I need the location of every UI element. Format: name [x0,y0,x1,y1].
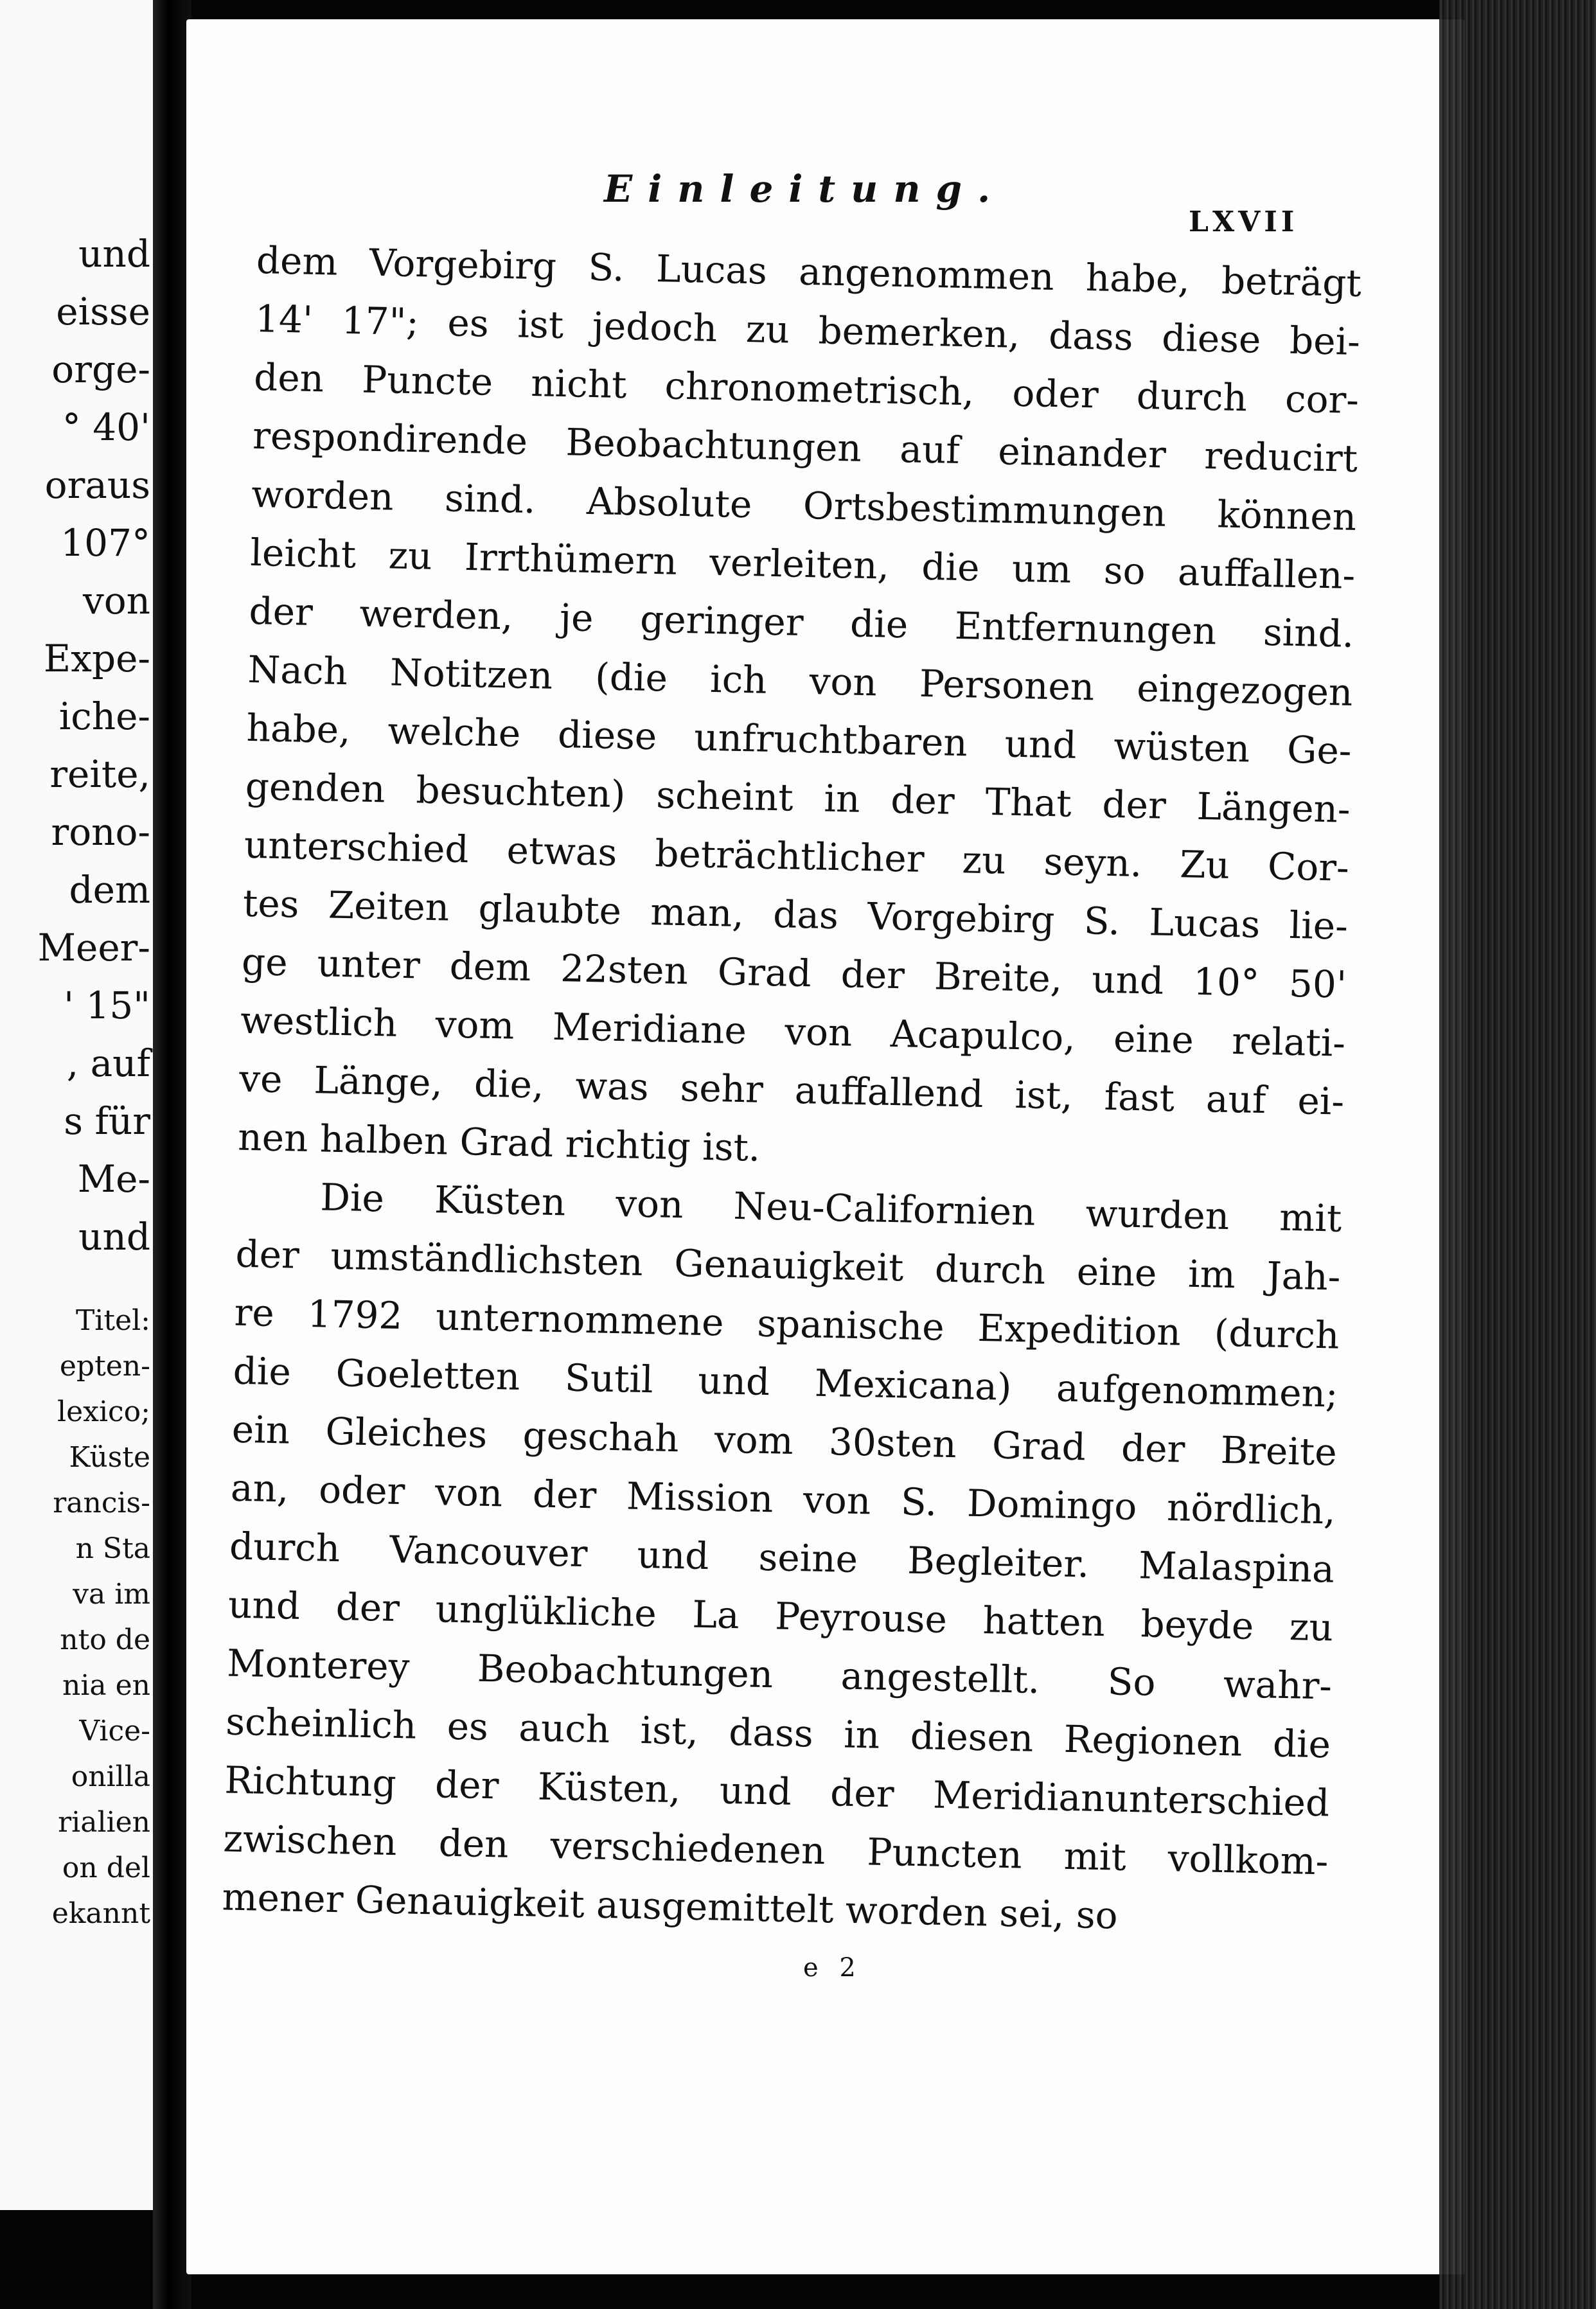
text-line: ge unter dem 22sten Grad der Breite, und 10° 50' [241,939,1347,1007]
left-fragment-line: von [82,579,150,623]
left-page-margin [0,0,153,2210]
left-fragment-line: Meer- [37,926,150,969]
text-line: Richtung der Küsten, und der Meridianunterschied [224,1758,1330,1825]
text-line: an, oder von der Mission von S. Domingo nördlich, [230,1465,1336,1533]
book-fore-edge [1439,0,1596,2309]
text-line: Monterey Beobachtungen angestellt. So wahr- [226,1641,1333,1708]
text-line: scheinlich es auch ist, dass in diesen Regionen die [225,1699,1331,1767]
text-line: respondirende Beobachtungen auf einander reducirt [252,413,1358,481]
text-line: leicht zu Irrthümern verleiten, die um so auffallen- [249,530,1356,597]
text-line: Die Küsten von Neu-Californien wurden mit [319,1175,1342,1241]
left-fragment-line: Me- [77,1157,150,1201]
text-line: habe, welche diese unfruchtbaren und wüsten Ge- [246,705,1352,773]
left-fragment-line: orge- [51,348,150,391]
left-fragment-line: s für [64,1099,150,1143]
text-line: 14' 17"; es ist jedoch zu bemerken, dass diese bei- [254,296,1361,364]
left-footnote-fragment-line: Vice- [79,1715,150,1747]
left-fragment-line: Expe- [43,637,150,680]
left-fragment-line: rono- [51,810,150,854]
text-line: nen halben Grad richtig ist. [237,1115,761,1170]
left-footnote-fragment-line: lexico; [57,1395,150,1428]
page-number: LXVII [1189,206,1299,238]
left-footnote-fragment-line: Küste [69,1441,150,1474]
left-fragment-line: iche- [58,694,150,738]
text-line: mener Genauigkeit ausgemittelt worden sei, so [221,1875,1119,1938]
left-footnote-fragment-line: epten- [59,1350,150,1383]
left-footnote-fragment-line: onilla [71,1760,150,1793]
text-line: ve Länge, die, was sehr auffallend ist, fast auf ei- [238,1056,1345,1124]
left-page-fragments [38,225,150,1936]
left-fragment-line: 107° [60,521,150,565]
left-fragment-line: ' 15" [64,984,150,1027]
book-gutter [153,0,191,2309]
text-line: westlich vom Meridiane von Acapulco, eine relati- [240,998,1346,1065]
left-footnote-fragment-line: nia en [62,1669,150,1702]
running-head: Einleitung. [604,167,1006,211]
text-line: ein Gleiches geschah vom 30sten Grad der Breite [231,1407,1338,1474]
text-line: den Puncte nicht chronometrisch, oder durch cor- [253,355,1360,422]
paragraph-2 [222,1167,1342,1950]
left-footnote-fragment-line: Titel: [75,1304,150,1337]
text-line: tes Zeiten glaubte man, das Vorgebirg S. Lucas lie- [242,881,1349,948]
left-fragment-line: und [78,232,150,276]
left-fragment-line: , auf [66,1041,150,1085]
paragraph-1 [238,231,1362,1190]
text-line: worden sind. Absolute Ortsbestimmungen können [251,472,1357,539]
signature-mark: e 2 [803,1953,862,1983]
left-footnote-fragment-line: rialien [58,1806,150,1839]
text-line: der werden, je geringer die Entfernungen sind. [248,588,1354,656]
text-line: Nach Notitzen (die ich von Personen eingezogen [247,647,1354,714]
left-fragment-line: eisse [56,290,150,333]
left-fragment-line: ° 40' [62,405,150,449]
left-fragment-line: oraus [44,463,150,507]
left-fragment-gap [38,1266,150,1298]
text-line: und der unglükliche La Peyrouse hatten beyde zu [227,1582,1334,1650]
text-line: zwischen den verschiedenen Puncten mit vollkom- [222,1816,1329,1884]
left-footnote-fragment-line: on del [62,1852,150,1884]
text-line: die Goeletten Sutil und Mexicana) aufgenommen; [233,1349,1339,1416]
left-footnote-fragment-line: ekannt [51,1897,150,1930]
left-fragment-line: reite, [49,752,150,796]
text-line: genden besuchten) scheint in der That der Längen- [245,764,1351,831]
text-line: durch Vancouver und seine Begleiter. Malaspina [229,1524,1335,1591]
left-footnote-fragment-line: nto de [60,1623,150,1656]
text-line: re 1792 unternommene spanische Expedition (durch [234,1290,1340,1358]
left-footnote-fragment-line: n Sta [75,1532,150,1565]
left-footnote-fragment-line: rancis- [53,1487,150,1519]
body-text [222,231,1362,1949]
right-page [186,19,1465,2274]
left-fragment-line: dem [69,868,150,912]
text-line: der umständlichsten Genauigkeit durch eine im Jah- [235,1232,1341,1299]
left-fragment-line: und [78,1215,150,1259]
text-line: dem Vorgebirg S. Lucas angenommen habe, beträgt [256,238,1362,306]
left-footnote-fragment-line: va im [73,1578,150,1611]
text-line: unterschied etwas beträchtlicher zu seyn. Zu Cor- [244,822,1350,890]
